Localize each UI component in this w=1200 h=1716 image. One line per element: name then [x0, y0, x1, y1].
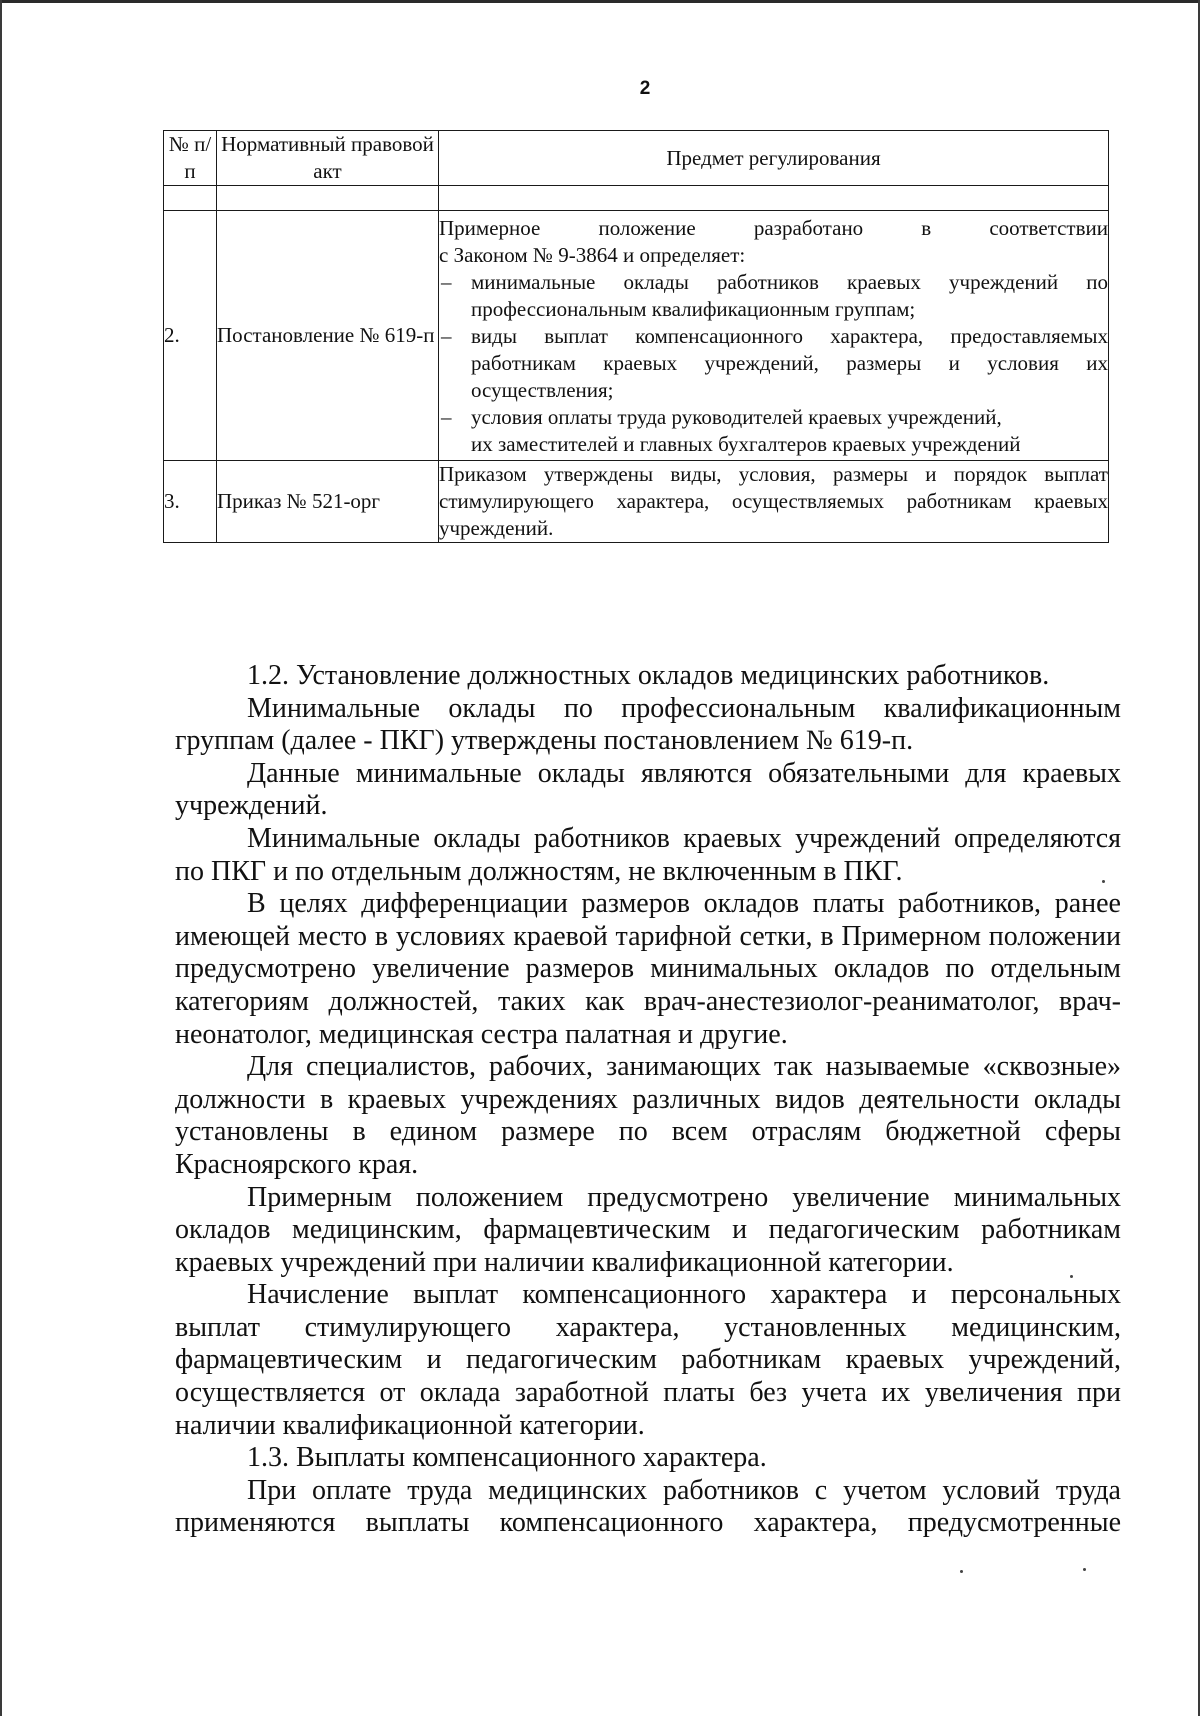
row-act: Приказ № 521-орг — [217, 461, 439, 543]
regulation-table — [163, 130, 1109, 543]
empty-cell — [439, 186, 1109, 211]
subject-intro-line2: с Законом № 9-3864 и определяет: — [439, 243, 746, 267]
subject-list-item — [439, 404, 1108, 431]
scan-edge-top — [0, 0, 1200, 3]
subject-intro-line1: Примерное положение разработано в соответствии — [439, 216, 1108, 240]
row-subject — [439, 211, 1109, 461]
section-heading: 1.3. Выплаты компенсационного характера. — [247, 1442, 767, 1474]
dash-bullet: – — [441, 324, 452, 348]
table-row — [164, 461, 1109, 543]
subject-list-item-text: минимальные оклады работников краевых учреждений по профессиональным квалификационным группам; — [471, 270, 1108, 321]
table-empty-row — [164, 186, 1109, 211]
paragraph: Минимальные оклады по профессиональным квалификационным группам (далее - ПКГ) утверждены постановлением № 619-п. — [175, 692, 1121, 757]
header-subject: Предмет регулирования — [439, 131, 1109, 186]
dash-bullet: – — [441, 270, 452, 294]
subject-list-item — [439, 323, 1108, 404]
dash-bullet: – — [441, 405, 452, 429]
row-num: 2. — [164, 211, 217, 461]
header-num: № п/п — [164, 131, 217, 186]
paragraph: Для специалистов, рабочих, занимающих так называемые «сквозные» должности в краевых учреждениях различных видов деятельности оклады установлены в едином размере по всем отраслям бюджетной сферы Красноярского края. — [175, 1051, 1121, 1180]
section-heading: 1.2. Установление должностных окладов медицинских работников. — [247, 660, 1050, 691]
subject-list-item — [439, 269, 1108, 323]
table-row — [164, 211, 1109, 461]
scan-speck — [1102, 880, 1105, 883]
scan-edge-left — [0, 0, 2, 1716]
table-header-row — [164, 131, 1109, 186]
row-subject: Приказом утверждены виды, условия, размеры и порядок выплат стимулирующего характера, осуществляемых работникам краевых учреждений. — [439, 461, 1109, 543]
page-number: 2 — [639, 78, 651, 99]
row-num: 3. — [164, 461, 217, 543]
scan-speck — [960, 1570, 963, 1573]
paragraph: Данные минимальные оклады являются обязательными для краевых учреждений. — [175, 757, 1121, 822]
subject-tail: их заместителей и главных бухгалтеров краевых учреждений — [471, 432, 1021, 456]
paragraph: Минимальные оклады работников краевых учреждений определяются по ПКГ и по отдельным должностям, не включенным в ПКГ. — [175, 822, 1121, 887]
paragraph: Начисление выплат компенсационного характера и персональных выплат стимулирующего характера, установленных медицинским, фармацевтическим и педагогическим работникам краевых учреждений, осуществляется от оклада заработной платы без учета их увеличения при наличии квалификационной категории. — [175, 1279, 1121, 1441]
header-act: Нормативный правовой акт — [217, 131, 439, 186]
empty-cell — [217, 186, 439, 211]
paragraph: Примерным положением предусмотрено увеличение минимальных окладов медицинским, фармацевтическим и педагогическим работникам краевых учреждений при наличии квалификационной категории. — [175, 1181, 1121, 1278]
document-body — [175, 660, 1121, 1540]
subject-list-item-text: условия оплаты труда руководителей краевых учреждений, — [471, 405, 1002, 429]
row-act: Постановление № 619-п — [217, 211, 439, 461]
scan-speck — [1070, 1275, 1073, 1278]
scan-speck — [1083, 1568, 1086, 1571]
paragraph: При оплате труда медицинских работников с учетом условий труда применяются выплаты компенсационного характера, предусмотренные — [175, 1474, 1121, 1539]
subject-list-item-text: виды выплат компенсационного характера, предоставляемых работникам краевых учреждений, размеры и условия их осуществления; — [471, 324, 1108, 402]
paragraph: В целях дифференциации размеров окладов платы работников, ранее имеющей место в условиях краевой тарифной сетки, в Примерном положении предусмотрено увеличение размеров минимальных окладов по отдельным категориям должностей, таких как врач-анестезиолог-реаниматолог, врач-неонатолог, медицинская сестра палатная и другие. — [175, 888, 1121, 1050]
empty-cell — [164, 186, 217, 211]
